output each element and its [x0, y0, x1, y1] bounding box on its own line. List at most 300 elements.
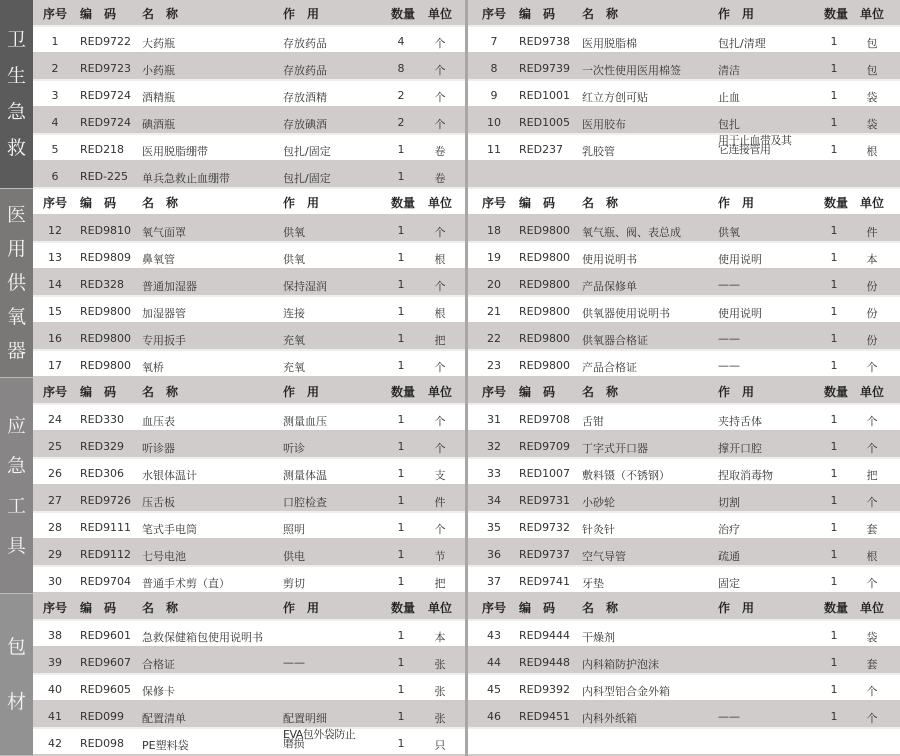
cell-qty: 1 — [830, 656, 838, 669]
table-row — [33, 54, 465, 81]
header-qty: 数量 — [824, 601, 849, 615]
cell-qty: 1 — [830, 467, 838, 480]
cell-qty: 1 — [830, 521, 838, 534]
cell-code: RED9704 — [80, 575, 132, 588]
table-row — [33, 297, 465, 324]
header-name: 名 称 — [582, 7, 619, 21]
cell-name: 压舌板 — [142, 496, 175, 509]
cell-seq: 45 — [487, 683, 501, 696]
table-row — [33, 108, 465, 135]
cell-use: 治疗 — [718, 523, 740, 536]
cell-unit: 份 — [866, 334, 878, 347]
cell-qty: 1 — [397, 575, 405, 588]
cell-unit: 份 — [866, 307, 878, 320]
table-row — [468, 297, 900, 324]
cell-name: 内科外纸箱 — [582, 712, 637, 725]
cell-unit: 把 — [434, 577, 446, 590]
category-column — [0, 378, 33, 594]
table-row — [468, 81, 900, 108]
cell-qty: 1 — [830, 305, 838, 318]
cell-name: 大药瓶 — [142, 37, 175, 50]
cell-use: 使用说明 — [718, 307, 762, 320]
cell-code: RED9448 — [519, 656, 571, 669]
cell-name: 供氧器使用说明书 — [582, 307, 670, 320]
cell-qty: 1 — [397, 278, 405, 291]
cell-seq: 15 — [48, 305, 62, 318]
header-qty: 数量 — [391, 385, 416, 399]
table-row — [468, 324, 900, 351]
table-row — [468, 486, 900, 513]
cell-use: 捏取消毒物 — [718, 469, 773, 482]
cell-unit: 支 — [434, 469, 446, 482]
cell-qty: 1 — [830, 332, 838, 345]
header-unit: 单位 — [860, 601, 885, 615]
cell-code: RED9732 — [519, 521, 571, 534]
cell-qty: 8 — [397, 62, 405, 75]
cell-unit: 个 — [866, 361, 878, 374]
header-name: 名 称 — [142, 196, 179, 210]
header-use: 作 用 — [283, 385, 320, 399]
cell-qty: 1 — [830, 251, 838, 264]
table-row — [468, 567, 900, 594]
cell-name: 保修卡 — [142, 685, 175, 698]
cell-seq: 28 — [48, 521, 62, 534]
cell-unit: 个 — [434, 91, 446, 104]
table-row — [468, 513, 900, 540]
cell-name: 丁字式开口器 — [582, 442, 648, 455]
header-seq: 序号 — [43, 196, 68, 210]
cell-use: —— — [718, 359, 740, 372]
cell-code: RED9724 — [80, 89, 132, 102]
empty-row — [468, 729, 900, 756]
cell-qty: 1 — [397, 305, 405, 318]
cell-seq: 32 — [487, 440, 501, 453]
cell-unit: 卷 — [434, 145, 446, 158]
cell-seq: 25 — [48, 440, 62, 453]
table-row — [33, 486, 465, 513]
header-qty: 数量 — [391, 601, 416, 615]
cell-use: 存放碘酒 — [283, 118, 327, 131]
cell-use: 供氧 — [718, 226, 740, 239]
cell-name: 合格证 — [142, 658, 175, 671]
cell-seq: 31 — [487, 413, 501, 426]
header-use: 作 用 — [718, 385, 755, 399]
cell-seq: 21 — [487, 305, 501, 318]
cell-name: 血压表 — [142, 415, 175, 428]
cell-name: 红立方创可贴 — [582, 91, 648, 104]
cell-name: 笔式手电筒 — [142, 523, 197, 536]
cell-unit: 只 — [434, 739, 446, 752]
table-row — [33, 648, 465, 675]
cell-unit: 个 — [434, 361, 446, 374]
table-row — [468, 432, 900, 459]
cell-code: RED9607 — [80, 656, 132, 669]
cell-use: 供电 — [283, 550, 305, 563]
cell-use: 剪切 — [283, 577, 305, 590]
cell-qty: 1 — [397, 548, 405, 561]
cell-code: RED237 — [519, 143, 564, 156]
cell-seq: 38 — [48, 629, 62, 642]
table-row — [468, 243, 900, 270]
header-row — [468, 0, 900, 27]
table-row — [33, 324, 465, 351]
header-seq: 序号 — [43, 601, 68, 615]
cell-seq: 46 — [487, 710, 501, 723]
cell-code: RED9601 — [80, 629, 132, 642]
cell-name: 加湿器管 — [142, 307, 186, 320]
cell-unit: 套 — [866, 523, 878, 536]
right-half — [468, 189, 900, 378]
cell-seq: 9 — [490, 89, 498, 102]
category-label: 应急工具 — [6, 414, 26, 557]
cell-unit: 个 — [434, 64, 446, 77]
cell-name: 小砂轮 — [582, 496, 615, 509]
table-row — [33, 459, 465, 486]
table-row — [33, 432, 465, 459]
section-body — [33, 378, 900, 594]
cell-name: 听诊器 — [142, 442, 175, 455]
cell-code: RED9800 — [80, 359, 132, 372]
category-column — [0, 594, 33, 756]
right-half — [468, 378, 900, 594]
header-qty: 数量 — [824, 196, 849, 210]
table-row — [33, 540, 465, 567]
cell-code: RED1007 — [519, 467, 571, 480]
cell-seq: 7 — [490, 35, 498, 48]
cell-seq: 27 — [48, 494, 62, 507]
cell-seq: 1 — [51, 35, 59, 48]
table-row — [33, 351, 465, 378]
table-row — [468, 405, 900, 432]
cell-use: 撑开口腔 — [718, 442, 762, 455]
cell-unit: 个 — [434, 37, 446, 50]
cell-qty: 1 — [830, 62, 838, 75]
cell-qty: 1 — [830, 116, 838, 129]
cell-seq: 14 — [48, 278, 62, 291]
empty-row — [468, 162, 900, 189]
table-row — [33, 675, 465, 702]
cell-unit: 节 — [434, 550, 446, 563]
cell-code: RED9800 — [519, 278, 571, 291]
header-name: 名 称 — [142, 601, 179, 615]
cell-unit: 张 — [434, 658, 446, 671]
header-code: 编 码 — [519, 7, 556, 21]
cell-use: 包扎/固定 — [283, 145, 331, 158]
section-2 — [0, 189, 900, 378]
cell-qty: 1 — [397, 656, 405, 669]
cell-seq: 22 — [487, 332, 501, 345]
cell-name: 供氧器合格证 — [582, 334, 648, 347]
cell-name: 碘酒瓶 — [142, 118, 175, 131]
cell-qty: 1 — [830, 89, 838, 102]
cell-unit: 个 — [866, 442, 878, 455]
table-row — [468, 459, 900, 486]
cell-seq: 11 — [487, 143, 501, 156]
cell-use: EVA包外袋防止磨损 — [283, 728, 356, 750]
cell-use: 保持湿润 — [283, 280, 327, 293]
cell-seq: 41 — [48, 710, 62, 723]
header-unit: 单位 — [428, 7, 453, 21]
cell-seq: 2 — [51, 62, 59, 75]
header-use: 作 用 — [283, 601, 320, 615]
cell-name: 七号电池 — [142, 550, 186, 563]
table-row — [468, 648, 900, 675]
cell-qty: 4 — [397, 35, 405, 48]
header-seq: 序号 — [43, 385, 68, 399]
cell-seq: 24 — [48, 413, 62, 426]
header-qty: 数量 — [391, 196, 416, 210]
cell-seq: 6 — [51, 170, 59, 183]
cell-seq: 13 — [48, 251, 62, 264]
cell-code: RED9708 — [519, 413, 571, 426]
header-seq: 序号 — [43, 7, 68, 21]
cell-name: 舌钳 — [582, 415, 604, 428]
header-unit: 单位 — [428, 601, 453, 615]
cell-name: 普通手术剪（直） — [142, 577, 230, 590]
cell-seq: 19 — [487, 251, 501, 264]
cell-qty: 1 — [397, 440, 405, 453]
cell-code: RED9392 — [519, 683, 571, 696]
cell-name: 干燥剂 — [582, 631, 615, 644]
cell-unit: 份 — [866, 280, 878, 293]
cell-qty: 1 — [830, 224, 838, 237]
table-row — [468, 675, 900, 702]
table-row — [33, 135, 465, 162]
cell-use: 供氧 — [283, 253, 305, 266]
table-row — [468, 27, 900, 54]
table-row — [33, 27, 465, 54]
cell-code: RED9810 — [80, 224, 132, 237]
header-use: 作 用 — [283, 7, 320, 21]
cell-seq: 44 — [487, 656, 501, 669]
cell-name: 氧桥 — [142, 361, 164, 374]
cell-qty: 1 — [830, 278, 838, 291]
cell-name: 空气导管 — [582, 550, 626, 563]
cell-seq: 17 — [48, 359, 62, 372]
cell-unit: 袋 — [866, 91, 878, 104]
header-code: 编 码 — [519, 385, 556, 399]
cell-qty: 1 — [397, 143, 405, 156]
header-qty: 数量 — [824, 385, 849, 399]
table-row — [33, 405, 465, 432]
cell-code: RED9709 — [519, 440, 571, 453]
cell-unit: 袋 — [866, 118, 878, 131]
table-row — [468, 540, 900, 567]
cell-name: 敷料镊（不锈钢） — [582, 469, 670, 482]
cell-unit: 根 — [866, 550, 878, 563]
cell-code: RED1001 — [519, 89, 571, 102]
table-row — [33, 513, 465, 540]
cell-seq: 18 — [487, 224, 501, 237]
cell-qty: 1 — [397, 413, 405, 426]
cell-use: 疏通 — [718, 550, 740, 563]
cell-code: RED9737 — [519, 548, 571, 561]
cell-name: 产品保修单 — [582, 280, 637, 293]
table-row — [33, 243, 465, 270]
table-row — [33, 162, 465, 189]
cell-code: RED9726 — [80, 494, 132, 507]
cell-code: RED329 — [80, 440, 125, 453]
cell-qty: 1 — [830, 548, 838, 561]
cell-qty: 1 — [397, 737, 405, 750]
table-row — [468, 702, 900, 729]
cell-code: RED9451 — [519, 710, 571, 723]
cell-name: 内科箱防护泡沫 — [582, 658, 659, 671]
category-column — [0, 0, 33, 189]
header-row — [33, 594, 465, 621]
cell-code: RED9800 — [80, 332, 132, 345]
cell-unit: 个 — [866, 415, 878, 428]
header-unit: 单位 — [428, 385, 453, 399]
header-name: 名 称 — [582, 385, 619, 399]
cell-code: RED9800 — [519, 359, 571, 372]
cell-qty: 1 — [830, 494, 838, 507]
cell-qty: 1 — [397, 359, 405, 372]
section-body — [33, 189, 900, 378]
header-seq: 序号 — [482, 601, 507, 615]
cell-unit: 个 — [866, 496, 878, 509]
table-row — [468, 108, 900, 135]
cell-code: RED218 — [80, 143, 125, 156]
cell-use: 存放药品 — [283, 64, 327, 77]
cell-unit: 根 — [866, 145, 878, 158]
cell-qty: 2 — [397, 89, 405, 102]
header-qty: 数量 — [824, 7, 849, 21]
cell-unit: 张 — [434, 685, 446, 698]
section-body — [33, 594, 900, 756]
cell-seq: 42 — [48, 737, 62, 750]
cell-qty: 1 — [830, 629, 838, 642]
header-seq: 序号 — [482, 7, 507, 21]
cell-unit: 把 — [866, 469, 878, 482]
cell-use: 充氧 — [283, 334, 305, 347]
right-half — [468, 594, 900, 756]
cell-qty: 1 — [397, 224, 405, 237]
cell-unit: 卷 — [434, 172, 446, 185]
cell-unit: 根 — [434, 307, 446, 320]
cell-use: 固定 — [718, 577, 740, 590]
table-row — [33, 729, 465, 756]
cell-qty: 1 — [830, 683, 838, 696]
cell-code: RED9809 — [80, 251, 132, 264]
header-seq: 序号 — [482, 196, 507, 210]
header-row — [33, 378, 465, 405]
category-label: 医用供氧器 — [6, 204, 26, 362]
header-unit: 单位 — [860, 7, 885, 21]
header-seq: 序号 — [482, 385, 507, 399]
cell-qty: 1 — [830, 143, 838, 156]
table-row — [33, 567, 465, 594]
cell-name: 小药瓶 — [142, 64, 175, 77]
cell-seq: 16 — [48, 332, 62, 345]
header-name: 名 称 — [142, 385, 179, 399]
header-qty: 数量 — [391, 7, 416, 21]
cell-use: —— — [718, 278, 740, 291]
left-half — [33, 594, 468, 756]
cell-code: RED9444 — [519, 629, 571, 642]
cell-qty: 1 — [397, 710, 405, 723]
cell-use: 用于止血带及其它连接管用 — [718, 134, 792, 156]
cell-seq: 39 — [48, 656, 62, 669]
cell-use: 包扎/固定 — [283, 172, 331, 185]
cell-use: 切割 — [718, 496, 740, 509]
cell-code: RED9723 — [80, 62, 132, 75]
table-row — [468, 54, 900, 81]
cell-name: 酒精瓶 — [142, 91, 175, 104]
header-unit: 单位 — [860, 385, 885, 399]
table-row — [468, 270, 900, 297]
header-name: 名 称 — [582, 196, 619, 210]
cell-qty: 2 — [397, 116, 405, 129]
cell-code: RED9741 — [519, 575, 571, 588]
table-row — [33, 702, 465, 729]
cell-code: RED099 — [80, 710, 125, 723]
cell-unit: 个 — [866, 685, 878, 698]
cell-code: RED9724 — [80, 116, 132, 129]
cell-seq: 10 — [487, 116, 501, 129]
left-half — [33, 378, 468, 594]
cell-unit: 个 — [434, 523, 446, 536]
cell-code: RED330 — [80, 413, 125, 426]
cell-use: 止血 — [718, 91, 740, 104]
cell-unit: 张 — [434, 712, 446, 725]
cell-use: —— — [718, 332, 740, 345]
cell-name: 使用说明书 — [582, 253, 637, 266]
cell-code: RED9800 — [80, 305, 132, 318]
cell-code: RED9738 — [519, 35, 571, 48]
cell-name: 医用脱脂棉 — [582, 37, 637, 50]
cell-seq: 30 — [48, 575, 62, 588]
table-row — [33, 216, 465, 243]
header-unit: 单位 — [428, 196, 453, 210]
section-body — [33, 0, 900, 189]
cell-unit: 把 — [434, 334, 446, 347]
header-code: 编 码 — [80, 7, 117, 21]
cell-name: 医用胶布 — [582, 118, 626, 131]
cell-qty: 1 — [830, 575, 838, 588]
left-half — [33, 189, 468, 378]
cell-code: RED9112 — [80, 548, 132, 561]
cell-use: 测量血压 — [283, 415, 327, 428]
category-label: 卫生急救 — [6, 29, 26, 159]
cell-name: 专用扳手 — [142, 334, 186, 347]
cell-qty: 1 — [397, 629, 405, 642]
cell-seq: 40 — [48, 683, 62, 696]
table-row — [468, 216, 900, 243]
cell-seq: 20 — [487, 278, 501, 291]
cell-seq: 26 — [48, 467, 62, 480]
cell-use: 使用说明 — [718, 253, 762, 266]
cell-qty: 1 — [830, 440, 838, 453]
cell-qty: 1 — [397, 467, 405, 480]
cell-name: 单兵急救止血绷带 — [142, 172, 230, 185]
section-3 — [0, 378, 900, 594]
section-1 — [0, 0, 900, 189]
cell-seq: 5 — [51, 143, 59, 156]
cell-code: RED-225 — [80, 170, 129, 183]
cell-qty: 1 — [830, 359, 838, 372]
cell-use: 包扎/清理 — [718, 37, 766, 50]
header-row — [468, 378, 900, 405]
cell-seq: 23 — [487, 359, 501, 372]
cell-unit: 件 — [866, 226, 878, 239]
cell-unit: 个 — [434, 280, 446, 293]
cell-code: RED9800 — [519, 332, 571, 345]
cell-use: 测量体温 — [283, 469, 327, 482]
cell-use: 听诊 — [283, 442, 305, 455]
cell-seq: 43 — [487, 629, 501, 642]
cell-name: 急救保健箱包使用说明书 — [142, 631, 263, 644]
